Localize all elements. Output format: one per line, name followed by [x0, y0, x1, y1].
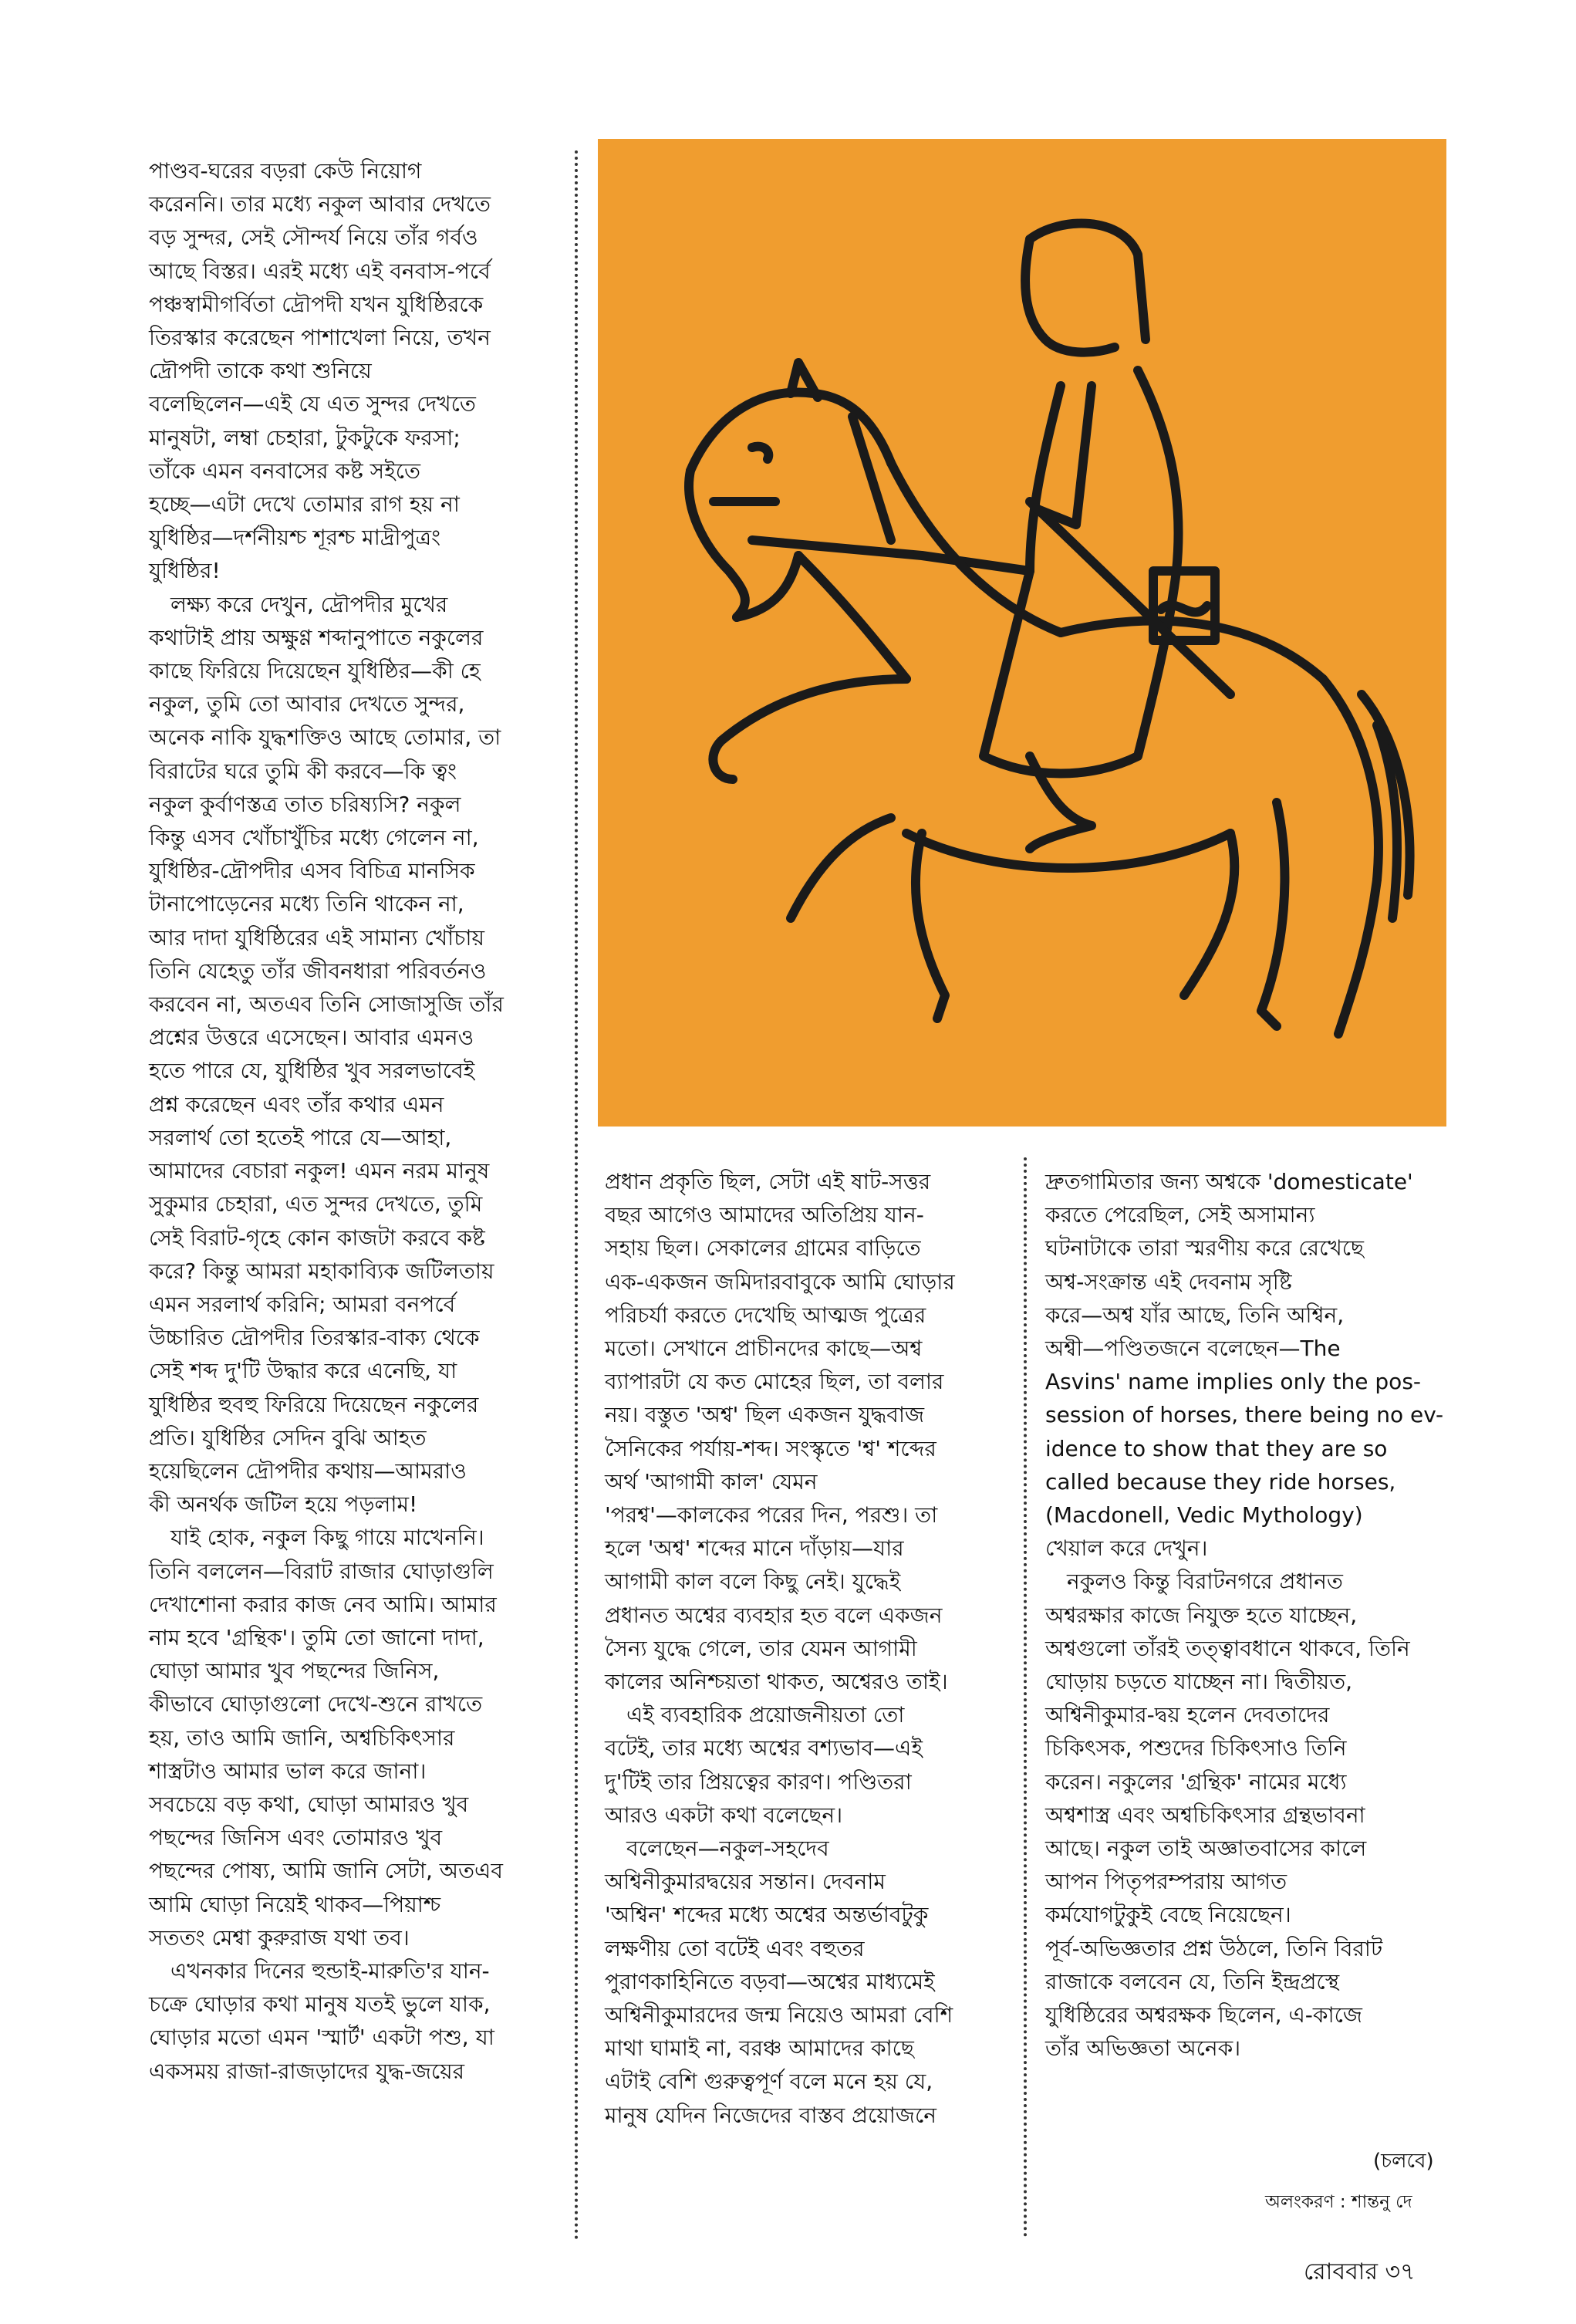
column-divider: [1024, 1157, 1027, 2238]
article-column-3: [1045, 1165, 1454, 2065]
paragraph: প্রধান প্রকৃতি ছিল, সেটা এই ষাট-সত্তর বছর আগেও আমাদের অতিপ্রিয় যান- সহায় ছিল। সেকালের গ্রামের বাড়িতে এক-একজন জমিদারবাবুকে আমি ঘোড়ার পরিচর্যা করতে দেখেছি আত্মজ পুত্রের মতো। সেখানে প্রাচীনদের কাছে—অশ্ব ব্যাপারটা যে কত মোহের ছিল, তা বলার নয়। বস্তুত 'অশ্ব' ছিল একজন যুদ্ধবাজ সৈনিকের পর্যায়-শব্দ। সংস্কৃতে 'শ্ব' শব্দের অর্থ 'আগামী কাল' যেমন 'পরশ্ব'—কালকের পরের দিন, পরশু। তা হলে 'অশ্ব' শব্দের মানে দাঁড়ায়—যার আগামী কাল বলে কিছু নেই। যুদ্ধেই প্রধানত অশ্বের ব্যবহার হত বলে একজন সৈন্য যুদ্ধে গেলে, তার যেমন আগামী কালের অনিশ্চয়তা থাকত, অশ্বেরও তাই।: [605, 1169, 955, 1695]
paragraph: পাণ্ডব-ঘরের বড়রা কেউ নিয়োগ করেননি। তার মধ্যে নকুল আবার দেখতে বড় সুন্দর, সেই সৌন্দর্য নিয়ে তাঁর গর্বও আছে বিস্তর। এরই মধ্যে এই বনবাস-পর্বে পঞ্চস্বামীগর্বিতা দ্রৌপদী যখন যুধিষ্ঠিরকে তিরস্কার করেছেন পাশাখেলা নিয়ে, তখন দ্রৌপদী তাকে কথা শুনিয়ে বলেছিলেন—এই যে এত সুন্দর দেখতে মানুষটা, লম্বা চেহারা, টুকটুকে ফরসা; তাঁকে এমন বনবাসের কষ্ট সইতে হচ্ছে—এটা দেখে তোমার রাগ হয় না যুধিষ্ঠির—দর্শনীয়শ্চ শূরশ্চ মাদ্রীপুত্রং যুধিষ্ঠির!: [149, 158, 491, 584]
paragraph: এখনকার দিনের হুন্ডাই-মারুতি'র যান- চক্রে ঘোড়ার কথা মানুষ যতই ভুলে যাক, ঘোড়ার মতো এমন 'স্মার্ট' একটা পশু, যা একসময় রাজা-রাজড়াদের যুদ্ধ-জয়ের: [149, 1957, 494, 2084]
column-divider: [575, 150, 578, 2241]
paragraph: নকুলও কিন্তু বিরাটনগরে প্রধানত অশ্বরক্ষার কাজে নিযুক্ত হতে যাচ্ছেন, অশ্বগুলো তাঁরই তত্ত্বাবধানে থাকবে, তিনি ঘোড়ায় চড়তে যাচ্ছেন না। দ্বিতীয়ত, অশ্বিনীকুমার-দ্বয় হলেন দেবতাদের চিকিৎসক, পশুদের চিকিৎসাও তিনি করেন। নকুলের 'গ্রন্থিক' নামের মধ্যে অশ্বশাস্ত্র এবং অশ্বচিকিৎসার গ্রন্থভাবনা আছে। নকুল তাই অজ্ঞাতবাসের কালে আপন পিতৃপরম্পরায় আগত কর্মযোগটুকুই বেছে নিয়েছেন। পূর্ব-অভিজ্ঞতার প্রশ্ন উঠলে, তিনি বিরাট রাজাকে বলবেন যে, তিনি ইন্দ্রপ্রস্থে যুধিষ্ঠিরের অশ্বরক্ষক ছিলেন, এ-কাজে তাঁর অভিজ্ঞতা অনেক।: [1045, 1569, 1410, 2062]
illustration-credit: অলংকরণ : শান্তনু দে: [1265, 2192, 1412, 2212]
continued-note: (চলবে): [1373, 2150, 1434, 2173]
paragraph: বলেছেন—নকুল-সহদেব অশ্বিনীকুমারদ্বয়ের সন্তান। দেবনাম 'অশ্বিন' শব্দের মধ্যে অশ্বের অন্তর্ভাবটুকু লক্ষণীয় তো বটেই এবং বহুতর পুরাণকাহিনিতে বড়বা—অশ্বের মাধ্যমেই অশ্বিনীকুমারদের জন্ম নিয়েও আমরা বেশি মাথা ঘামাই না, বরঞ্চ আমাদের কাছে এটাই বেশি গুরুত্বপূর্ণ বলে মনে হয় যে, মানুষ যেদিন নিজেদের বাস্তব প্রয়োজনে: [605, 1836, 953, 2128]
article-column-2: [605, 1165, 1006, 2132]
article-column-1: [149, 154, 558, 2088]
page-folio: রোববার ৩৭: [1304, 2258, 1416, 2285]
paragraph: যাই হোক, নকুল কিছু গায়ে মাখেননি। তিনি বললেন—বিরাট রাজার ঘোড়াগুলি দেখাশোনা করার কাজ নেব আমি। আমার নাম হবে 'গ্রন্থিক'। তুমি তো জানো দাদা, ঘোড়া আমার খুব পছন্দের জিনিস, কীভাবে ঘোড়াগুলো দেখে-শুনে রাখতে হয়, তাও আমি জানি, অশ্বচিকিৎসার শাস্ত্রটাও আমার ভাল করে জানা। সবচেয়ে বড় কথা, ঘোড়া আমারও খুব পছন্দের জিনিস এবং তোমারও খুব পছন্দের পোষ্য, আমি জানি সেটা, অতএব আমি ঘোড়া নিয়েই থাকব—পিয়াশ্চ সততং মেশ্বা কুরুরাজ যথা তব।: [149, 1525, 503, 1951]
horse-rider-illustration: [598, 139, 1446, 1127]
paragraph: দ্রুতগামিতার জন্য অশ্বকে 'domesticate' করতে পেরেছিল, সেই অসামান্য ঘটনাটাকে তারা স্মরণীয় করে রেখেছে অশ্ব-সংক্রান্ত এই দেবনাম সৃষ্টি করে—অশ্ব যাঁর আছে, তিনি অশ্বিন, অশ্বী—পণ্ডিতজনে বলেছেন—The Asvins' name implies only the pos- session of horses, there being no ev- idence to show that they are so called because they ride horses, (Macdonell, Vedic Mythology) খেয়াল করে দেখুন।: [1045, 1169, 1444, 1562]
paragraph: এই ব্যবহারিক প্রয়োজনীয়তা তো বটেই, তার মধ্যে অশ্বের বশ্যভাব—এই দু'টিই তার প্রিয়ত্বের কারণ। পণ্ডিতরা আরও একটা কথা বলেছেন।: [605, 1702, 923, 1828]
paragraph: লক্ষ্য করে দেখুন, দ্রৌপদীর মুখের কথাটাই প্রায় অক্ষুণ্ণ শব্দানুপাতে নকুলের কাছে ফিরিয়ে দিয়েছেন যুধিষ্ঠির—কী হে নকুল, তুমি তো আবার দেখতে সুন্দর, অনেক নাকি যুদ্ধশক্তিও আছে তোমার, তা বিরাটের ঘরে তুমি কী করবে—কি ত্বং নকুল কুর্বাণস্তত্র তাত চরিষ্যসি? নকুল কিন্তু এসব খোঁচাখুঁচির মধ্যে গেলেন না, যুধিষ্ঠির-দ্রৌপদীর এসব বিচিত্র মানসিক টানাপোড়েনের মধ্যে তিনি থাকেন না, আর দাদা যুধিষ্ঠিরের এই সামান্য খোঁচায় তিনি যেহেতু তাঁর জীবনধারা পরিবর্তনও করবেন না, অতএব তিনি সোজাসুজি তাঁর প্রশ্নের উত্তরে এসেছেন। আবার এমনও হতে পারে যে, যুধিষ্ঠির খুব সরলভাবেই প্রশ্ন করেছেন এবং তাঁর কথার এমন সরলার্থ তো হতেই পারে যে—আহা, আমাদের বেচারা নকুল! এমন নরম মানুষ সুকুমার চেহারা, এত সুন্দর দেখতে, তুমি সেই বিরাট-গৃহে কোন কাজটা করবে কষ্ট করে? কিন্তু আমরা মহাকাব্যিক জটিলতায় এমন সরলার্থ করিনি; আমরা বনপর্বে উচ্চারিত দ্রৌপদীর তিরস্কার-বাক্য থেকে সেই শব্দ দু'টি উদ্ধার করে এনেছি, যা যুধিষ্ঠির হুবহু ফিরিয়ে দিয়েছেন নকুলের প্রতি। যুধিষ্ঠির সেদিন বুঝি আহত হয়েছিলেন দ্রৌপদীর কথায়—আমরাও কী অনর্থক জটিল হয়ে পড়লাম!: [149, 591, 504, 1518]
horse-rider-icon: [598, 139, 1446, 1127]
